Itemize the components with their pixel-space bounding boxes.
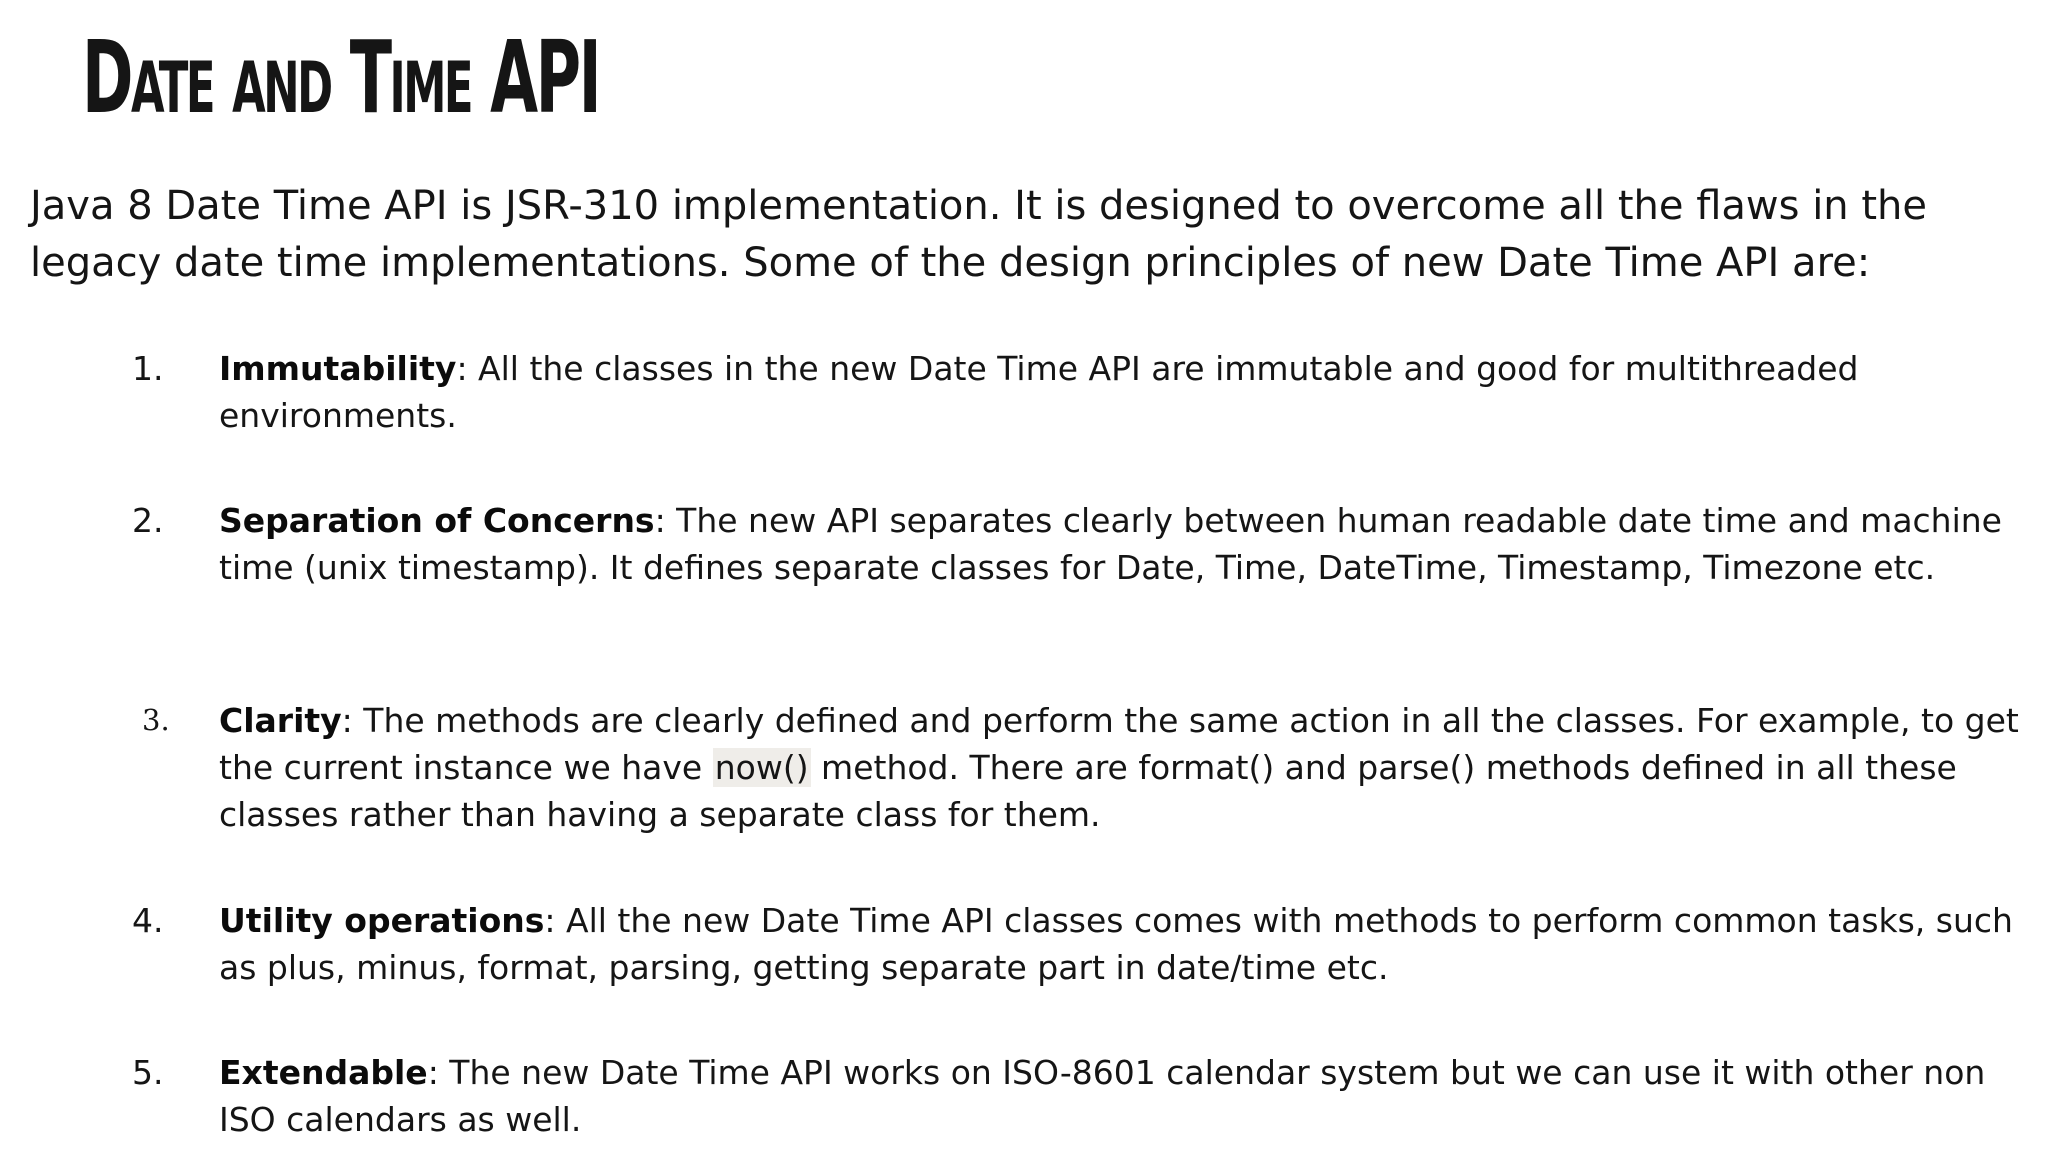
principle-description: : All the classes in the new Date Time API are immutable and good for multithreaded environments. xyxy=(219,349,1859,435)
list-item-text xyxy=(219,497,2019,591)
principle-term: Clarity xyxy=(219,701,342,740)
list-item-text xyxy=(219,897,2019,991)
principle-term: Extendable xyxy=(219,1053,428,1092)
principle-description: : The new API separates clearly between human readable date time and machine time (unix timestamp). It defines separate classes for Date, Time, DateTime, Timestamp, Timezone etc. xyxy=(219,501,2002,587)
principle-term: Utility operations xyxy=(219,901,545,940)
principle-description: : All the new Date Time API classes comes with methods to perform common tasks, such as plus, minus, format, parsing, getting separate part in date/time etc. xyxy=(219,901,2013,987)
list-item-text xyxy=(219,697,2019,838)
slide-title: Date and Time API xyxy=(82,19,600,136)
principle-term: Immutability xyxy=(219,349,457,388)
principle-description-end: method. There are format() and parse() methods defined in all these classes rather than having a separate class for them. xyxy=(219,748,1957,834)
list-item-text xyxy=(219,1049,2019,1143)
principle-description-start: : The methods are clearly defined and perform the same action in all the classes. For example, to get the current instance we have xyxy=(219,701,2019,787)
list-number: 5. xyxy=(132,1053,164,1092)
principle-description: : The new Date Time API works on ISO-8601 calendar system but we can use it with other non ISO calendars as well. xyxy=(219,1053,1986,1139)
intro-paragraph: Java 8 Date Time API is JSR-310 implementation. It is designed to overcome all the flaws in the legacy date time implementations. Some of the design principles of new Date Time API are: xyxy=(30,183,1928,286)
list-number: 4. xyxy=(132,901,164,940)
list-number: 1. xyxy=(132,349,164,388)
principle-term: Separation of Concerns xyxy=(219,501,655,540)
code-highlight: now() xyxy=(714,748,809,787)
list-number: 3. xyxy=(142,703,170,737)
list-number: 2. xyxy=(132,501,164,540)
list-item-text xyxy=(219,345,2019,439)
